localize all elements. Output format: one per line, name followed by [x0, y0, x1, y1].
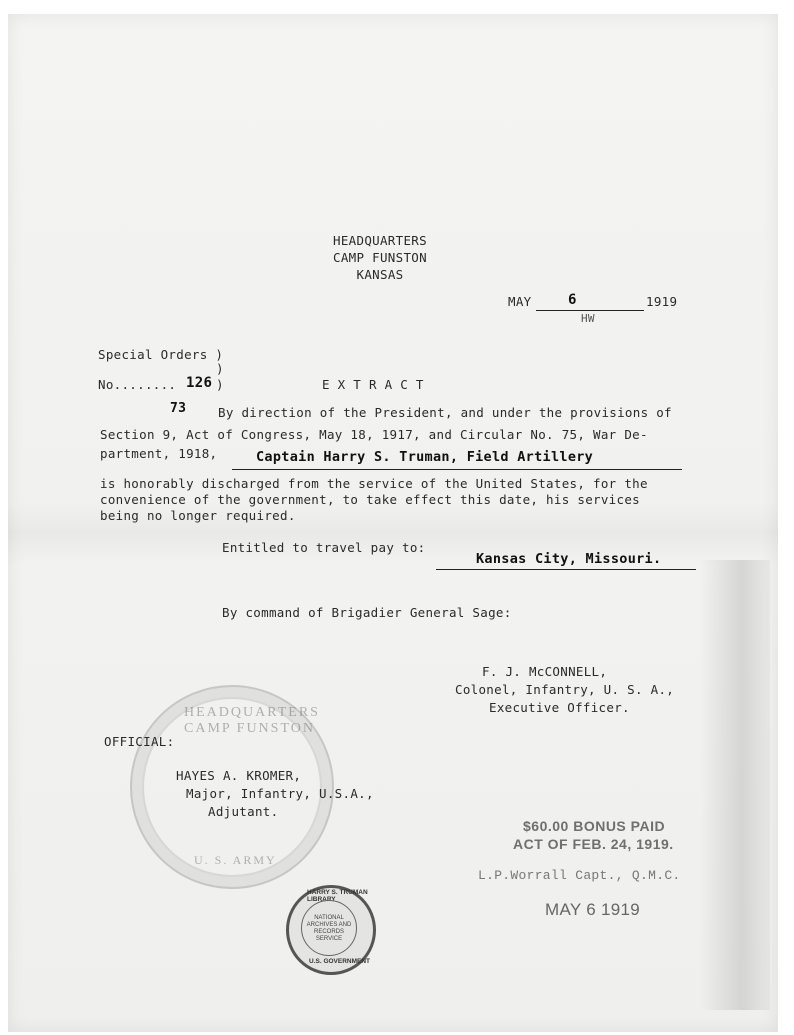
library-stamp — [286, 885, 376, 975]
header-line-3: KANSAS — [356, 267, 404, 282]
paragraph-number: 73 — [170, 401, 187, 416]
official-name: HAYES A. KROMER, — [176, 768, 302, 783]
body-line-5: convenience of the government, to take effect this date, his services — [100, 492, 640, 507]
body-line-6: being no longer required. — [100, 508, 296, 523]
official-title: Adjutant. — [208, 804, 279, 819]
seal-bottom-text: U. S. ARMY — [194, 853, 277, 867]
library-stamp-center: NATIONAL ARCHIVES AND RECORDS SERVICE — [301, 900, 357, 956]
name-underline — [232, 469, 682, 470]
extract-heading: E X T R A C T — [322, 377, 424, 392]
date-day: 6 — [568, 292, 577, 308]
orders-no-suffix: ) — [216, 377, 224, 392]
signer-name: F. J. McCONNELL, — [482, 664, 608, 679]
destination-underline — [436, 569, 696, 570]
bonus-stamp-date: MAY 6 1919 — [545, 900, 640, 919]
discharged-officer-name: Captain Harry S. Truman, Field Artillery — [256, 449, 594, 465]
official-label: OFFICIAL: — [104, 734, 175, 749]
paper-shadow — [700, 560, 770, 1010]
official-rank: Major, Infantry, U.S.A., — [186, 786, 374, 801]
library-stamp-ring-bottom: U.S. GOVERNMENT — [309, 958, 371, 965]
body-line-4: is honorably discharged from the service of the United States, for the — [100, 476, 648, 491]
signer-rank: Colonel, Infantry, U. S. A., — [455, 682, 675, 697]
date-year: 1919 — [646, 294, 678, 309]
body-line-2: Section 9, Act of Congress, May 18, 1917, and Circular No. 75, War De- — [100, 427, 648, 442]
orders-no-prefix: No........ — [98, 377, 177, 392]
bonus-stamp-signature: L.P.Worrall Capt., Q.M.C. — [478, 868, 681, 883]
date-month: MAY — [508, 294, 532, 309]
bonus-stamp-line-1: $60.00 BONUS PAID — [523, 818, 666, 834]
date-initials: HW — [581, 312, 595, 325]
header-line-1: HEADQUARTERS — [333, 233, 427, 248]
body-line-3: partment, 1918, — [100, 446, 218, 461]
seal-top-text: HEADQUARTERS CAMP FUNSTON — [184, 705, 320, 736]
header-line-2: CAMP FUNSTON — [333, 250, 427, 265]
command-line: By command of Brigadier General Sage: — [222, 605, 512, 620]
orders-paren: ) — [216, 361, 224, 376]
travel-label: Entitled to travel pay to: — [222, 540, 426, 555]
orders-number: 126 — [186, 375, 213, 391]
bonus-stamp-line-2: ACT OF FEB. 24, 1919. — [513, 836, 674, 852]
signer-title: Executive Officer. — [489, 700, 630, 715]
body-line-1: By direction of the President, and under the provisions of — [218, 405, 672, 420]
travel-destination: Kansas City, Missouri. — [476, 551, 662, 567]
special-orders-label: Special Orders ) — [98, 347, 224, 362]
library-stamp-ring-top: HARRY S. TRUMAN LIBRARY — [307, 889, 368, 903]
